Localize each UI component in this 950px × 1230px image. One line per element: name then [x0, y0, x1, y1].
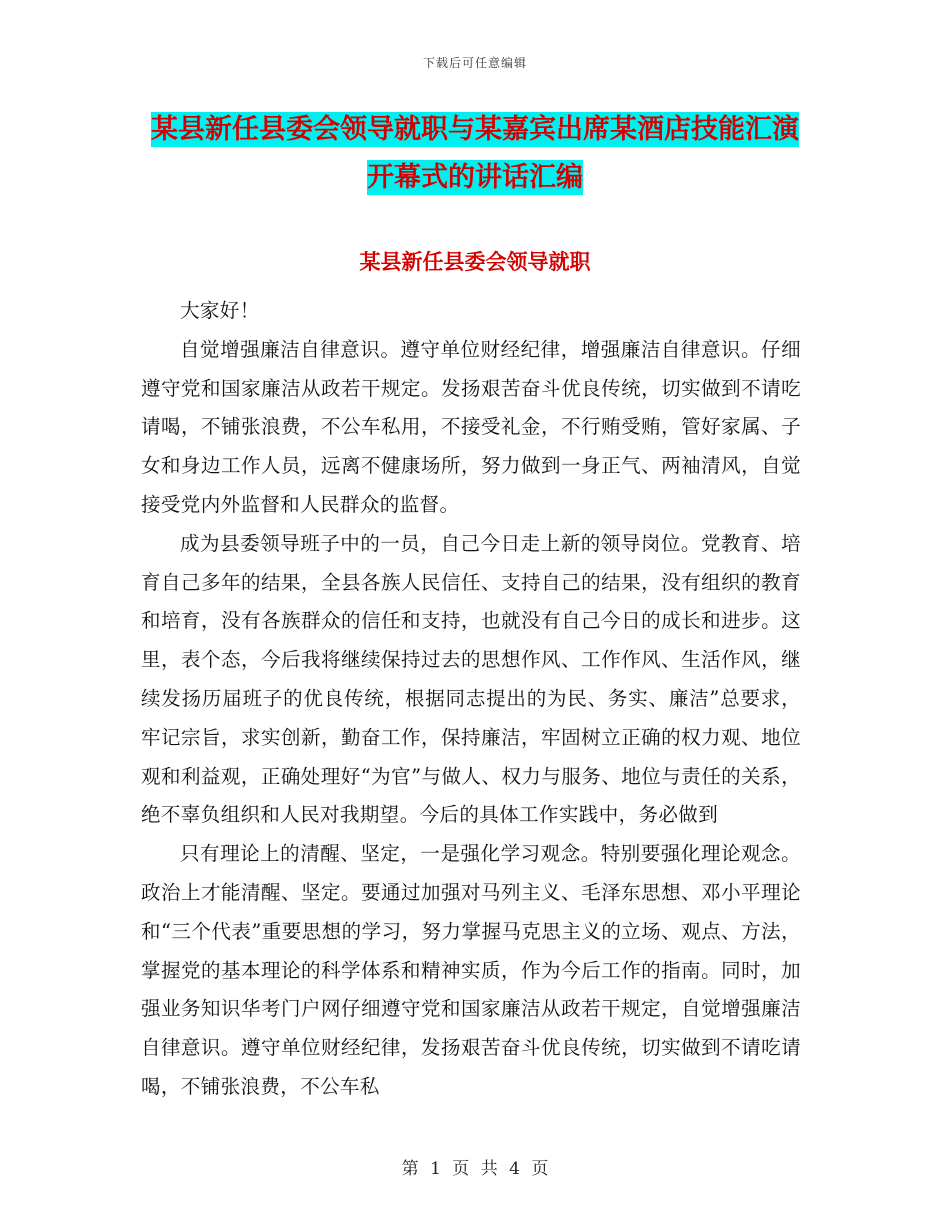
paragraph: 成为县委领导班子中的一员，自己今日走上新的领导岗位。党教育、培育自己多年的结果，全县各族人民信任、支持自己的结果，没有组织的教育和培育，没有各族群众的信任和支持，也就没有自己今日的成长和进步。这里，表个态，今后我将继续保持过去的思想作风、工作作风、生活作风，继续发扬历届班子的优良传统，根据同志提出的为民、务实、廉洁”总要求，牢记宗旨，求实创新，勤奋工作，保持廉洁，牢固树立正确的权力观、地位观和利益观，正确处理好“为官”与做人、权力与服务、地位与责任的关系，绝不辜负组织和人民对我期望。今后的具体工作实践中，务必做到 — [141, 531, 801, 827]
header-note: 下载后可任意编辑 — [422, 56, 527, 70]
body-text — [141, 292, 801, 1107]
paragraph-greeting: 大家好！ — [180, 299, 260, 322]
page-number-footer: 第 1 页 共 4 页 — [401, 1159, 549, 1179]
paragraph: 自觉增强廉洁自律意识。遵守单位财经纪律，增强廉洁自律意识。仔细遵守党和国家廉洁从政若干规定。发扬艰苦奋斗优良传统，切实做到不请吃请喝，不铺张浪费，不公车私用，不接受礼金，不行贿受贿，管好家属、子女和身边工作人员，远离不健康场所，努力做到一身正气、两袖清风，自觉接受党内外监督和人民群众的监督。 — [141, 337, 801, 516]
document-title — [140, 106, 810, 202]
section-title: 某县新任县委会领导就职 — [359, 250, 591, 274]
paragraph: 只有理论上的清醒、坚定，一是强化学习观念。特别要强化理论观念。政治上才能清醒、坚定。要通过加强对马列主义、毛泽东思想、邓小平理论和“三个代表”重要思想的学习，努力掌握马克思主义的立场、观点、方法，掌握党的基本理论的科学体系和精神实质，作为今后工作的指南。同时，加强业务知识华考门户网仔细遵守党和国家廉洁从政若干规定，自觉增强廉洁自律意识。遵守单位财经纪律，发扬艰苦奋斗优良传统，切实做到不请吃请喝，不铺张浪费，不公车私 — [141, 842, 801, 1098]
document-title-text: 某县新任县委会领导就职与某嘉宾出席某酒店技能汇演开幕式的讲话汇编 — [151, 114, 799, 193]
